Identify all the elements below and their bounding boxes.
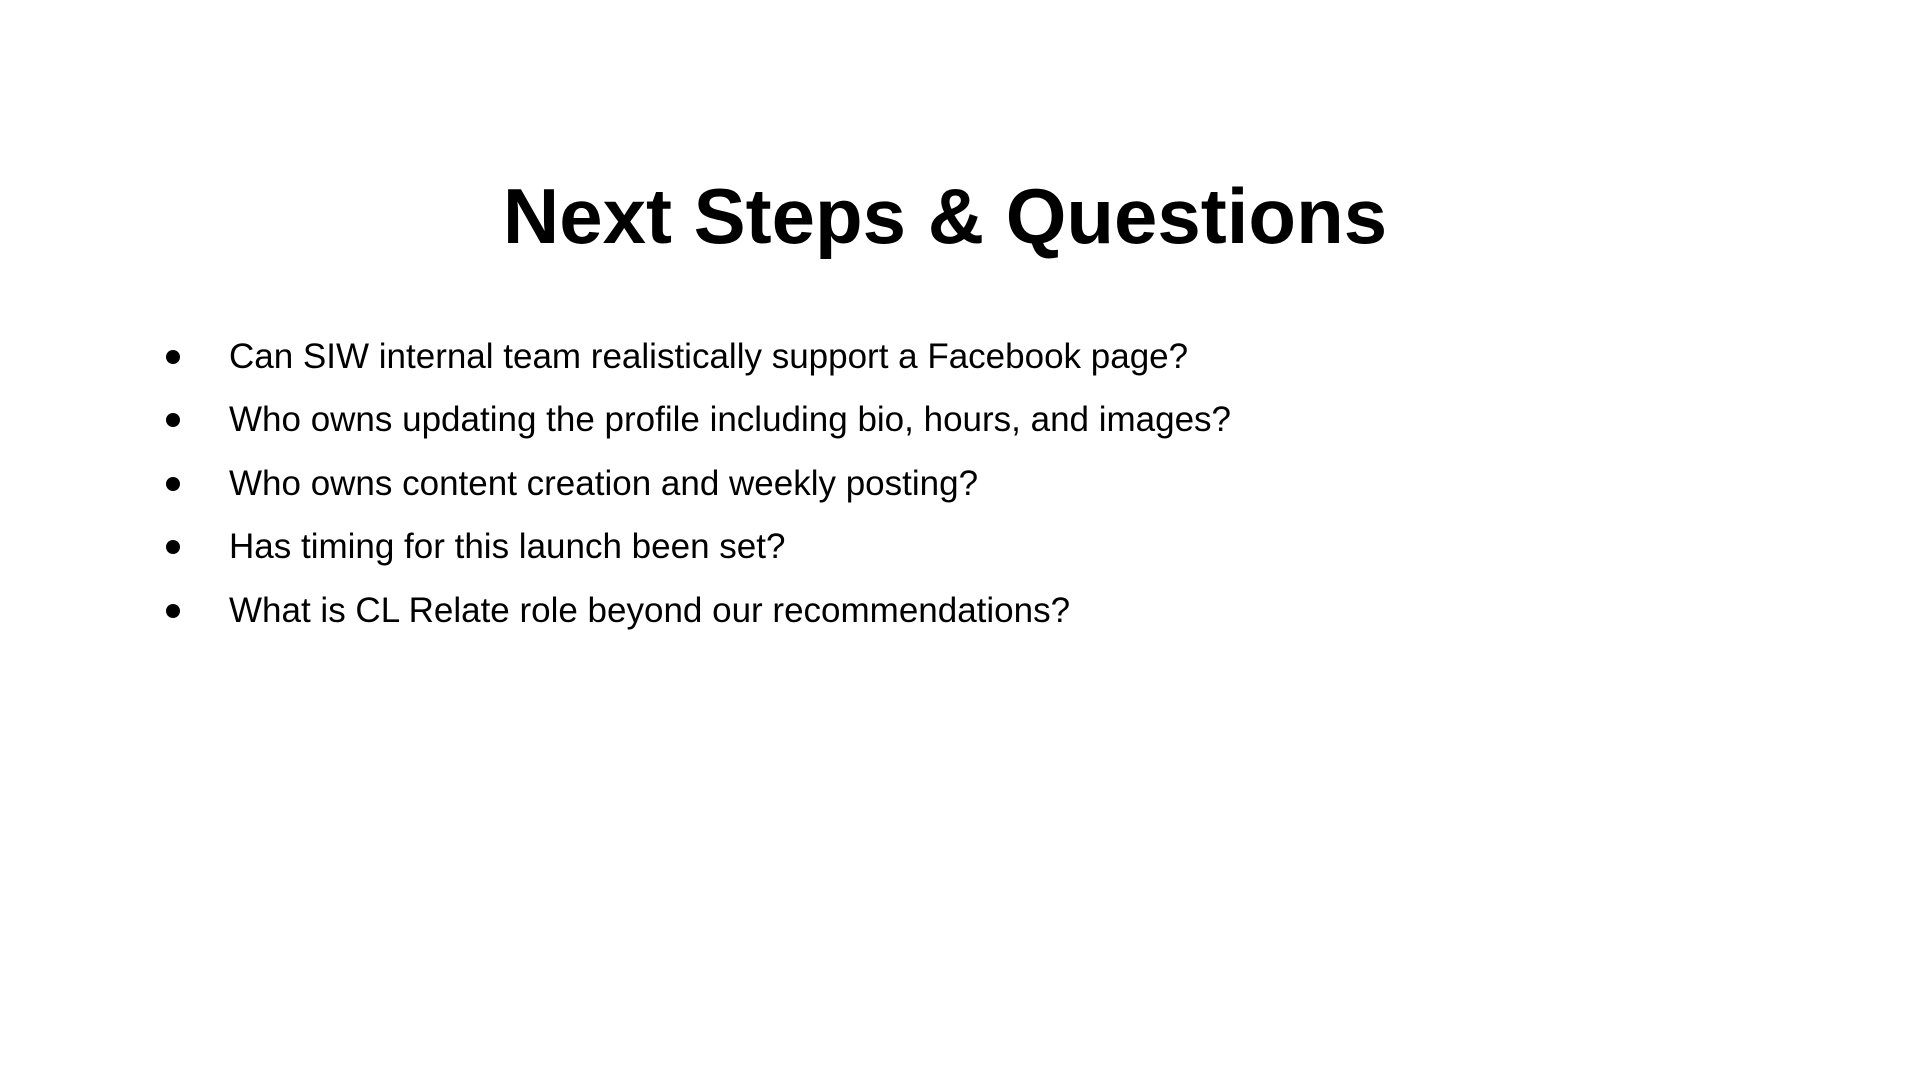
bullet-text: Can SIW internal team realistically support a Facebook page? [229,336,1189,376]
bullet-dot-icon [166,604,180,618]
slide-title: Next Steps & Questions [502,172,1388,260]
list-item [166,452,1766,516]
bullet-dot-icon [166,477,180,491]
bullet-text: What is CL Relate role beyond our recommendations? [229,590,1071,630]
list-item [166,579,1766,643]
bullet-text: Who owns content creation and weekly posting? [229,463,979,503]
list-item [166,325,1766,389]
list-item [166,389,1766,453]
bullet-text: Has timing for this launch been set? [229,527,786,567]
bullet-text: Who owns updating the profile including bio, hours, and images? [229,400,1232,440]
bullet-dot-icon [166,540,180,554]
bullet-dot-icon [166,350,180,364]
bullet-dot-icon [166,413,180,427]
list-item [166,516,1766,580]
bullet-list [166,325,1766,643]
